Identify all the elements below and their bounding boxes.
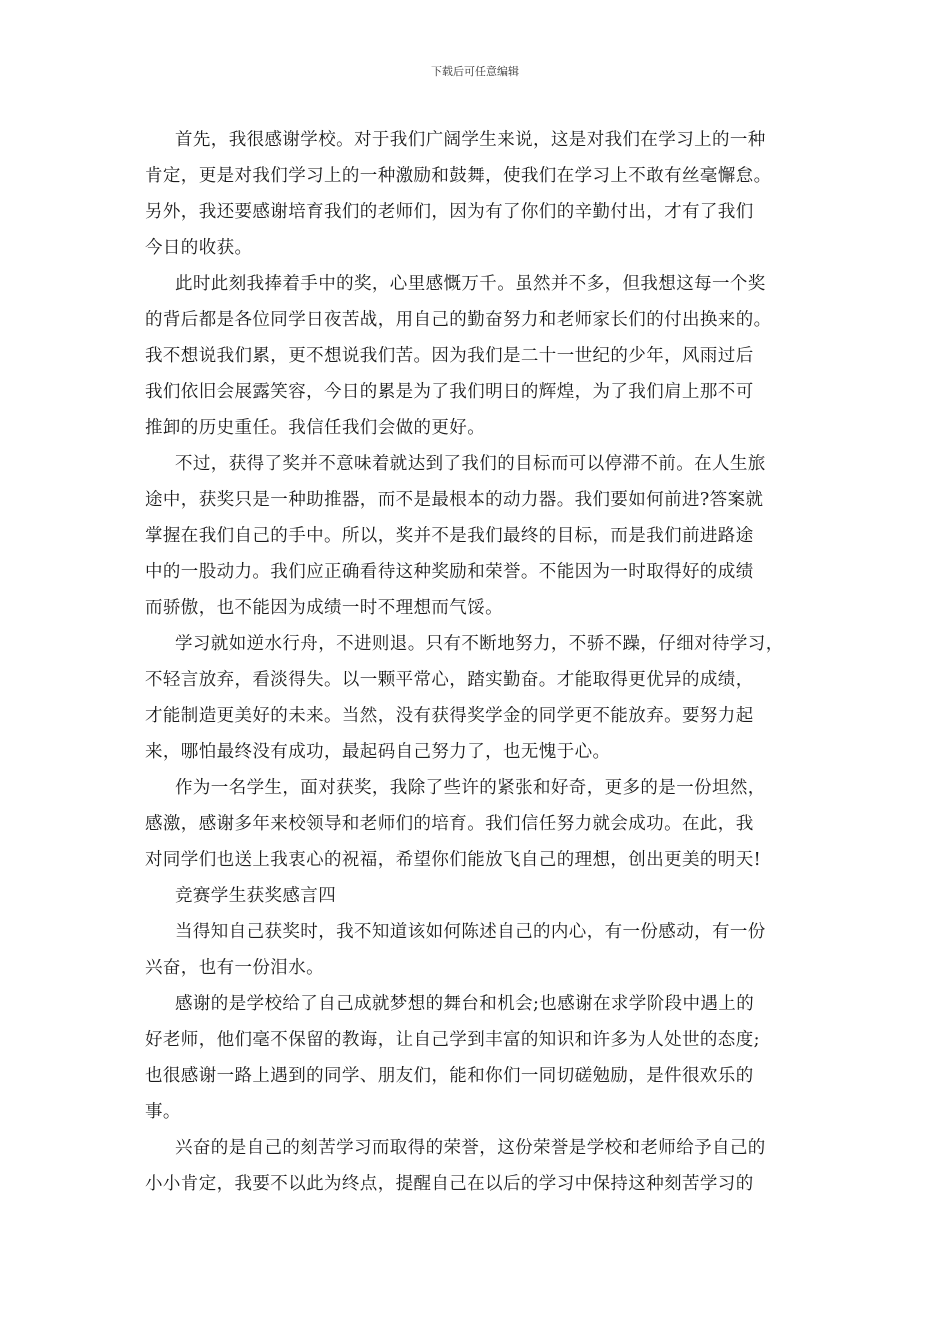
paragraph-line: 对同学们也送上我衷心的祝福，希望你们能放飞自己的理想，创出更美的明天!: [145, 850, 762, 870]
paragraph-line: 感激，感谢多年来校领导和老师们的培育。我们信任努力就会成功。在此，我: [145, 814, 754, 834]
paragraph-line: 肯定，更是对我们学习上的一种激励和鼓舞，使我们在学习上不敢有丝毫懈怠。: [145, 166, 772, 186]
paragraph-line: 今日的收获。: [145, 238, 253, 258]
paragraph-line: 才能制造更美好的未来。当然，没有获得奖学金的同学更不能放弃。要努力起: [145, 706, 754, 726]
document-body: [145, 122, 815, 1202]
paragraph: [145, 446, 815, 626]
paragraph-line: 我不想说我们累，更不想说我们苦。因为我们是二十一世纪的少年，风雨过后: [145, 346, 754, 366]
paragraph-line: 途中，获奖只是一种助推器，而不是最根本的动力器。我们要如何前进?答案就: [145, 490, 764, 510]
paragraph: [145, 986, 815, 1130]
paragraph-line: 不轻言放弃，看淡得失。以一颗平常心，踏实勤奋。才能取得更优异的成绩，: [145, 670, 754, 690]
section-heading: [145, 878, 815, 914]
paragraph-line: 作为一名学生，面对获奖，我除了些许的紧张和好奇，更多的是一份坦然，: [175, 778, 766, 798]
paragraph-line: 感谢的是学校给了自己成就梦想的舞台和机会;也感谢在求学阶段中遇上的: [175, 994, 755, 1014]
paragraph-line: 另外，我还要感谢培育我们的老师们，因为有了你们的辛勤付出，才有了我们: [145, 202, 754, 222]
paragraph-line: 首先，我很感谢学校。对于我们广阔学生来说，这是对我们在学习上的一种: [175, 130, 766, 150]
paragraph-line: 好老师，他们毫不保留的教诲，让自己学到丰富的知识和许多为人处世的态度;: [145, 1030, 760, 1050]
paragraph-line: 推卸的历史重任。我信任我们会做的更好。: [145, 418, 486, 438]
paragraph-line: 小小肯定，我要不以此为终点，提醒自己在以后的学习中保持这种刻苦学习的: [145, 1174, 754, 1194]
paragraph-line: 掌握在我们自己的手中。所以，奖并不是我们最终的目标，而是我们前进路途: [145, 526, 754, 546]
paragraph-line: 也很感谢一路上遇到的同学、朋友们，能和你们一同切磋勉励，是件很欢乐的: [145, 1066, 754, 1086]
paragraph: [145, 914, 815, 986]
paragraph-line: 我们依旧会展露笑容，今日的累是为了我们明日的辉煌，为了我们肩上那不可: [145, 382, 754, 402]
paragraph-line: 不过，获得了奖并不意味着就达到了我们的目标而可以停滞不前。在人生旅: [175, 454, 766, 474]
paragraph-line: 来，哪怕最终没有成功，最起码自己努力了，也无愧于心。: [145, 742, 611, 762]
paragraph-line: 兴奋，也有一份泪水。: [145, 958, 324, 978]
paragraph: [145, 122, 815, 266]
paragraph: [145, 1130, 815, 1202]
section-heading-text: 竞赛学生获奖感言四: [175, 886, 337, 906]
paragraph-line: 学习就如逆水行舟，不进则退。只有不断地努力，不骄不躁，仔细对待学习，: [175, 634, 784, 654]
paragraph-line: 当得知自己获奖时，我不知道该如何陈述自己的内心，有一份感动，有一份: [175, 922, 766, 942]
paragraph-line: 此时此刻我捧着手中的奖，心里感慨万千。虽然并不多，但我想这每一个奖: [175, 274, 766, 294]
paragraph-line: 的背后都是各位同学日夜苦战，用自己的勤奋努力和老师家长们的付出换来的。: [145, 310, 772, 330]
paragraph-line: 中的一股动力。我们应正确看待这种奖励和荣誉。不能因为一时取得好的成绩: [145, 562, 754, 582]
paragraph-line: 事。: [145, 1102, 181, 1122]
paragraph-line: 而骄傲，也不能因为成绩一时不理想而气馁。: [145, 598, 503, 618]
paragraph: [145, 626, 815, 770]
paragraph: [145, 770, 815, 878]
page-header-note: 下载后可任意编辑: [431, 65, 519, 78]
paragraph: [145, 266, 815, 446]
paragraph-line: 兴奋的是自己的刻苦学习而取得的荣誉，这份荣誉是学校和老师给予自己的: [175, 1138, 766, 1158]
